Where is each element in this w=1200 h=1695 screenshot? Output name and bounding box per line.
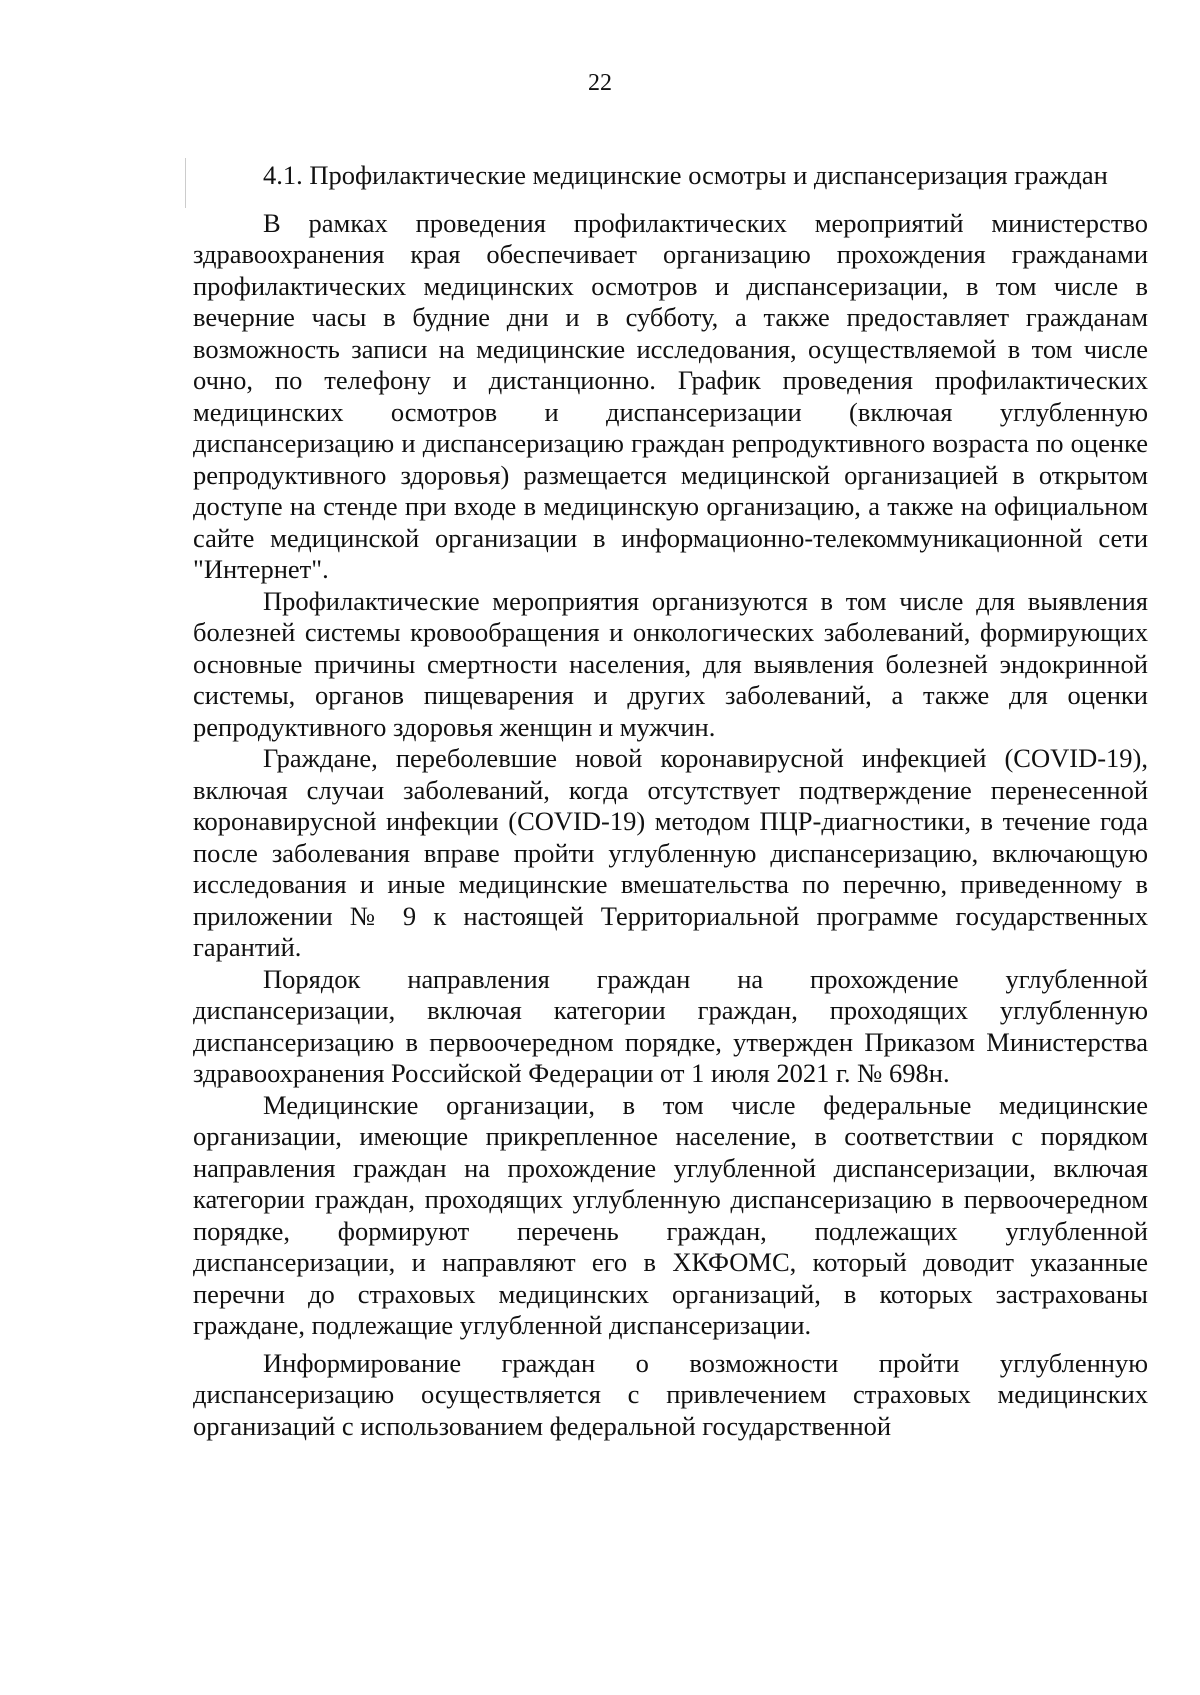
paragraph-6: Информирование граждан о возможности пройти углубленную диспансеризацию осуществляется с привлечением страховых медицинских организаций с использованием федеральной государственной: [193, 1347, 1148, 1441]
page-number: 22: [588, 70, 612, 96]
paragraph-3: Граждане, переболевшие новой коронавирусной инфекцией (COVID-19), включая случаи заболеваний, когда отсутствует подтверждение перенесенной коронавирусной инфекции (COVID-19) методом ПЦР-диагностики, в течение года после заболевания вправе пройти углубленную диспансеризацию, включающую исследования и иные медицинские вмешательства по перечню, приведенному в приложении № 9 к настоящей Территориальной программе государственных гарантий.: [193, 743, 1148, 962]
margin-line: [185, 158, 186, 208]
paragraph-1: В рамках проведения профилактических мероприятий министерство здравоохранения края обеспечивает организацию прохождения гражданами профилактических медицинских осмотров и диспансеризации, в том числе в вечерние часы в будние дни и в субботу, а также предоставляет гражданам возможность записи на медицинские исследования, осуществляемой в том числе очно, по телефону и дистанционно. График проведения профилактических медицинских осмотров и диспансеризации (включая углубленную диспансеризацию и диспансеризацию граждан репродуктивного возраста по оценке репродуктивного здоровья) размещается медицинской организацией в открытом доступе на стенде при входе в медицинскую организацию, а также на официальном сайте медицинской организации в информационно-телекоммуникационной сети "Интернет".: [193, 207, 1148, 584]
paragraph-5: Медицинские организации, в том числе федеральные медицинские организации, имеющие прикрепленное население, в соответствии с порядком направления граждан на прохождение углубленной диспансеризации, включая категории граждан, проходящих углубленную диспансеризацию в первоочередном порядке, формируют перечень граждан, подлежащих углубленной диспансеризации, и направляют его в ХКФОМС, который доводит указанные перечни до страховых медицинских организаций, в которых застрахованы граждане, подлежащие углубленной диспансеризации.: [193, 1089, 1148, 1340]
paragraph-4: Порядок направления граждан на прохождение углубленной диспансеризации, включая категории граждан, проходящих углубленную диспансеризацию в первоочередном порядке, утвержден Приказом Министерства здравоохранения Российской Федерации от 1 июля 2021 г. № 698н.: [193, 963, 1148, 1088]
document-body: [193, 160, 1148, 1442]
paragraph-2: Профилактические мероприятия организуются в том числе для выявления болезней системы кровообращения и онкологических заболеваний, формирующих основные причины смертности населения, для выявления болезней эндокринной системы, органов пищеварения и других заболеваний, а также для оценки репродуктивного здоровья женщин и мужчин.: [193, 585, 1148, 742]
section-title: 4.1. Профилактические медицинские осмотры и диспансеризация граждан: [263, 160, 1108, 190]
